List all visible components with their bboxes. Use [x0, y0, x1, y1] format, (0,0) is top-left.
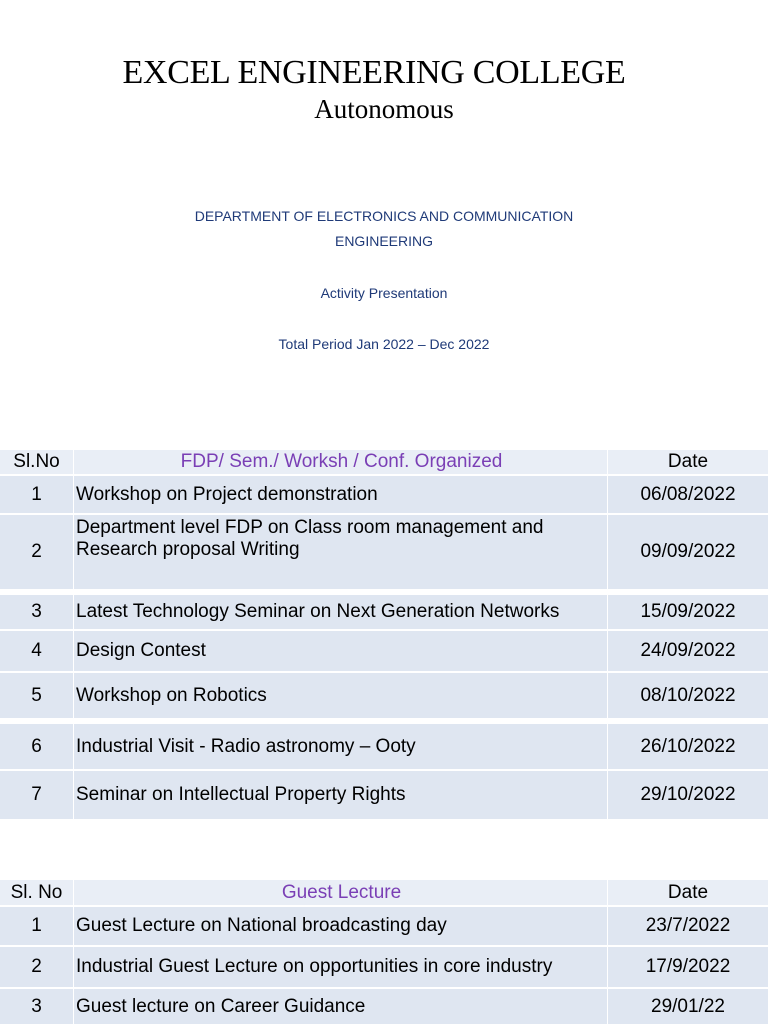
period-label: Total Period Jan 2022 – Dec 2022 — [278, 336, 490, 352]
row-event: Industrial Visit - Radio astronomy – Ooty — [73, 724, 608, 769]
row-date: 15/09/2022 — [608, 595, 768, 629]
row-sl-no: 6 — [0, 724, 73, 769]
table-row — [0, 724, 768, 769]
row-date: 26/10/2022 — [608, 724, 768, 769]
row-sl-no: 3 — [0, 989, 73, 1024]
row-date: 29/10/2022 — [608, 771, 768, 819]
table-row — [0, 771, 768, 819]
header-sl-no: Sl. No — [0, 880, 73, 905]
row-date: 17/9/2022 — [608, 947, 768, 987]
table-header-row — [0, 450, 768, 474]
header-guest-lecture: Guest Lecture — [73, 880, 608, 905]
row-event: Latest Technology Seminar on Next Generation Networks — [73, 595, 608, 629]
row-date: 08/10/2022 — [608, 673, 768, 718]
row-sl-no: 7 — [0, 771, 73, 819]
table-header-row — [0, 880, 768, 905]
department-line-2: ENGINEERING — [334, 233, 433, 249]
row-date: 23/7/2022 — [608, 907, 768, 945]
row-date: 09/09/2022 — [608, 515, 768, 589]
row-sl-no: 1 — [0, 476, 73, 513]
row-sl-no: 5 — [0, 673, 73, 718]
table-row — [0, 515, 768, 589]
table-row — [0, 907, 768, 945]
row-event: Design Contest — [73, 631, 608, 671]
row-event: Seminar on Intellectual Property Rights — [73, 771, 608, 819]
header-sl-no: Sl.No — [0, 450, 73, 474]
activity-label: Activity Presentation — [320, 285, 448, 301]
table-row — [0, 947, 768, 987]
row-event: Workshop on Project demonstration — [73, 476, 608, 513]
college-status: Autonomous — [314, 94, 454, 124]
row-event: Guest Lecture on National broadcasting day — [73, 907, 608, 945]
department-line-1: DEPARTMENT OF ELECTRONICS AND COMMUNICATION — [194, 208, 574, 224]
row-sl-no: 3 — [0, 595, 73, 629]
header-date: Date — [608, 880, 768, 905]
row-sl-no: 4 — [0, 631, 73, 671]
row-sl-no: 1 — [0, 907, 73, 945]
college-title: EXCEL ENGINEERING COLLEGE — [122, 54, 626, 91]
row-date: 29/01/22 — [608, 989, 768, 1024]
row-date: 06/08/2022 — [608, 476, 768, 513]
table-row — [0, 989, 768, 1024]
table-row — [0, 476, 768, 513]
row-date: 24/09/2022 — [608, 631, 768, 671]
header-event: FDP/ Sem./ Worksh / Conf. Organized — [73, 450, 608, 474]
row-event: Workshop on Robotics — [73, 673, 608, 718]
row-event: Department level FDP on Class room management and Research proposal Writing — [73, 515, 608, 589]
row-event: Industrial Guest Lecture on opportunities in core industry — [73, 947, 608, 987]
table-row — [0, 631, 768, 671]
row-sl-no: 2 — [0, 947, 73, 987]
row-sl-no: 2 — [0, 515, 73, 589]
header-date: Date — [608, 450, 768, 474]
table-row — [0, 673, 768, 718]
row-event: Guest lecture on Career Guidance — [73, 989, 608, 1024]
table-row — [0, 595, 768, 629]
